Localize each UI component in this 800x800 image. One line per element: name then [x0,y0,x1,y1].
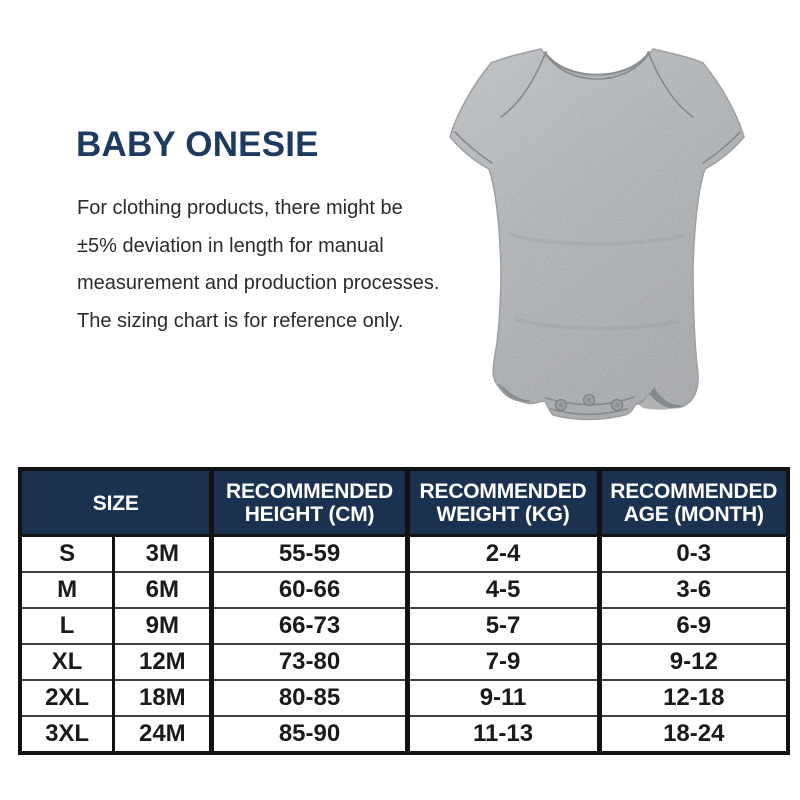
month-cell: 6M [114,572,212,608]
col-header-age-line1: RECOMMENDED [610,480,778,503]
table-row [20,536,788,573]
age-cell: 0-3 [599,536,788,573]
size-cell: L [20,608,114,644]
col-header-height-line1: RECOMMENDED [226,480,393,503]
col-header-size: SIZE [20,469,212,536]
height-cell: 80-85 [212,680,407,716]
month-cell: 3M [114,536,212,573]
month-cell: 24M [114,716,212,753]
size-chart-table [18,467,790,755]
age-cell: 18-24 [599,716,788,753]
size-cell: S [59,540,76,567]
size-chart [18,467,790,755]
table-row [20,608,788,644]
onesie-body [450,49,744,420]
weight-cell: 4-5 [407,572,599,608]
weight-cell: 9-11 [407,680,599,716]
table-row [20,716,788,753]
weight-cell: 5-7 [407,608,599,644]
age-cell: 9-12 [599,644,788,680]
col-header-weight [407,469,599,536]
age-cell: 3-6 [599,572,788,608]
col-header-weight-line2: WEIGHT (KG) [436,503,570,526]
height-cell: 73-80 [212,644,407,680]
page-title: BABY ONESIE [76,125,319,164]
weight-cell: 7-9 [407,644,599,680]
table-row [20,680,788,716]
table-row [20,572,788,608]
col-header-age-line2: AGE (MONTH) [623,503,764,526]
col-header-age [599,469,788,536]
height-cell: 60-66 [212,572,407,608]
height-cell: 85-90 [212,716,407,753]
table-row [20,644,788,680]
col-header-height [212,469,407,536]
intro-line: For clothing products, there might be [77,197,403,219]
header-row [20,469,788,536]
intro-line: ±5% deviation in length for manual [77,234,384,257]
month-cell: 18M [114,680,212,716]
intro-line: measurement and production processes. [77,272,440,294]
month-cell: 12M [114,644,212,680]
weight-cell: 11-13 [407,716,599,753]
col-header-weight-line1: RECOMMENDED [419,480,587,503]
age-cell: 12-18 [599,680,788,716]
height-cell: 66-73 [212,608,407,644]
age-cell: 6-9 [599,608,788,644]
height-cell: 55-59 [212,536,407,573]
intro-text [77,190,439,340]
size-cell: 3XL [20,716,114,753]
intro-line: The sizing chart is for reference only. [77,309,404,332]
col-header-height-line2: HEIGHT (CM) [244,503,375,526]
size-cell: 2XL [20,680,114,716]
size-cell: M [20,572,114,608]
baby-onesie-drawing [435,18,765,430]
month-cell: 9M [114,608,212,644]
weight-cell: 2-4 [407,536,599,573]
size-cell: XL [20,644,114,680]
baby-onesie-image [435,18,765,430]
